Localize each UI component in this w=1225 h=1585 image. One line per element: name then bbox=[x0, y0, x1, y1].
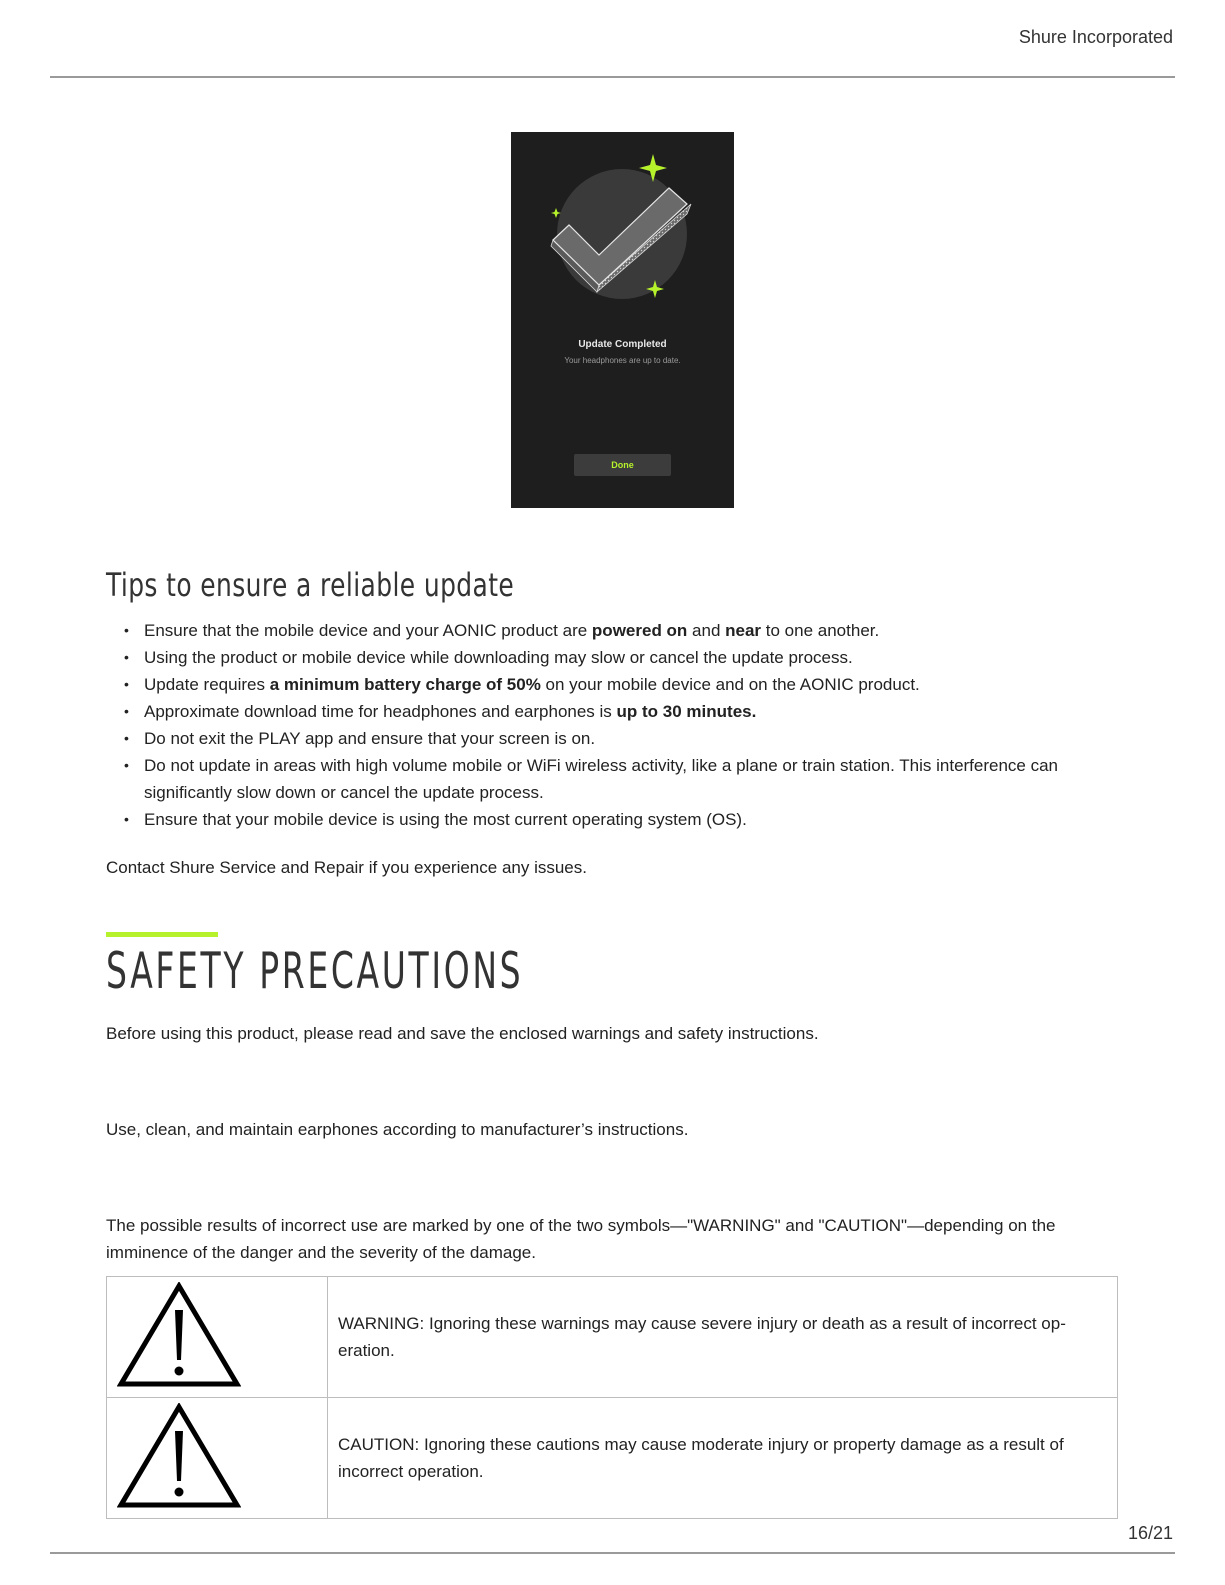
safety-heading: SAFETY PRECAUTIONS bbox=[106, 942, 524, 1000]
tip-text: Do not update in areas with high volume mobile or WiFi wireless activity, like a plane or train station. This interference can significantly slow down or cancel the update process. bbox=[144, 756, 1059, 802]
tip-text: and bbox=[687, 621, 726, 640]
tip-text: to one another. bbox=[761, 621, 880, 640]
list-item bbox=[106, 671, 1126, 698]
contact-note: Contact Shure Service and Repair if you experience any issues. bbox=[106, 858, 587, 877]
tip-emphasis: powered on bbox=[591, 621, 688, 640]
list-item bbox=[106, 725, 1126, 752]
list-item bbox=[106, 752, 1126, 806]
caution-triangle-icon bbox=[117, 1403, 241, 1509]
tip-text: Using the product or mobile device while downloading may slow or cancel the update process. bbox=[144, 648, 853, 667]
table-row bbox=[107, 1277, 1118, 1398]
warning-text: WARNING: Ignoring these warnings may cause severe injury or death as a result of incorrect op-eration. bbox=[328, 1277, 1118, 1398]
app-screenshot bbox=[511, 132, 734, 508]
warning-triangle-icon bbox=[117, 1282, 241, 1388]
tip-text: Ensure that your mobile device is using the most current operating system (OS). bbox=[144, 810, 747, 829]
tip-text: on your mobile device and on the AONIC product. bbox=[540, 675, 920, 694]
tip-emphasis: up to 30 minutes. bbox=[616, 702, 757, 721]
tip-text: Do not exit the PLAY app and ensure that your screen is on. bbox=[144, 729, 596, 748]
header-divider bbox=[50, 76, 1175, 78]
caution-icon-cell bbox=[107, 1398, 328, 1519]
tips-list bbox=[106, 617, 1126, 833]
safety-intro: Before using this product, please read and save the enclosed warnings and safety instructions. bbox=[106, 1024, 819, 1043]
maintain-instructions: Use, clean, and maintain earphones according to manufacturer’s instructions. bbox=[106, 1120, 689, 1139]
tip-text: Approximate download time for headphones and earphones is bbox=[144, 702, 617, 721]
header-company-name: Shure Incorporated bbox=[1018, 27, 1173, 47]
tip-emphasis: near bbox=[725, 621, 762, 640]
section-accent-bar bbox=[106, 932, 218, 937]
symbols-intro: The possible results of incorrect use are marked by one of the two symbols—"WARNING" and "CAUTION"—depending on the imminence of the danger and the severity of the damage. bbox=[106, 1216, 1056, 1262]
tips-heading: Tips to ensure a reliable update bbox=[106, 566, 515, 604]
tip-emphasis: a minimum battery charge of 50% bbox=[269, 675, 541, 694]
list-item bbox=[106, 698, 1126, 725]
update-completed-subtitle: Your headphones are up to date. bbox=[564, 356, 681, 365]
list-item bbox=[106, 806, 1126, 833]
warning-symbols-table bbox=[106, 1276, 1118, 1519]
list-item bbox=[106, 617, 1126, 644]
table-row bbox=[107, 1398, 1118, 1519]
done-button: Done bbox=[574, 454, 671, 476]
tip-text: Ensure that the mobile device and your AONIC product are bbox=[144, 621, 592, 640]
warning-icon-cell bbox=[107, 1277, 328, 1398]
page-number: 16/21 bbox=[1127, 1523, 1173, 1543]
footer-divider bbox=[50, 1552, 1175, 1554]
update-completed-title: Update Completed bbox=[578, 339, 667, 350]
tip-text: Update requires bbox=[144, 675, 270, 694]
list-item bbox=[106, 644, 1126, 671]
caution-text: CAUTION: Ignoring these cautions may cause moderate injury or property damage as a result of incorrect operation. bbox=[328, 1398, 1118, 1519]
update-complete-illustration bbox=[511, 132, 734, 508]
